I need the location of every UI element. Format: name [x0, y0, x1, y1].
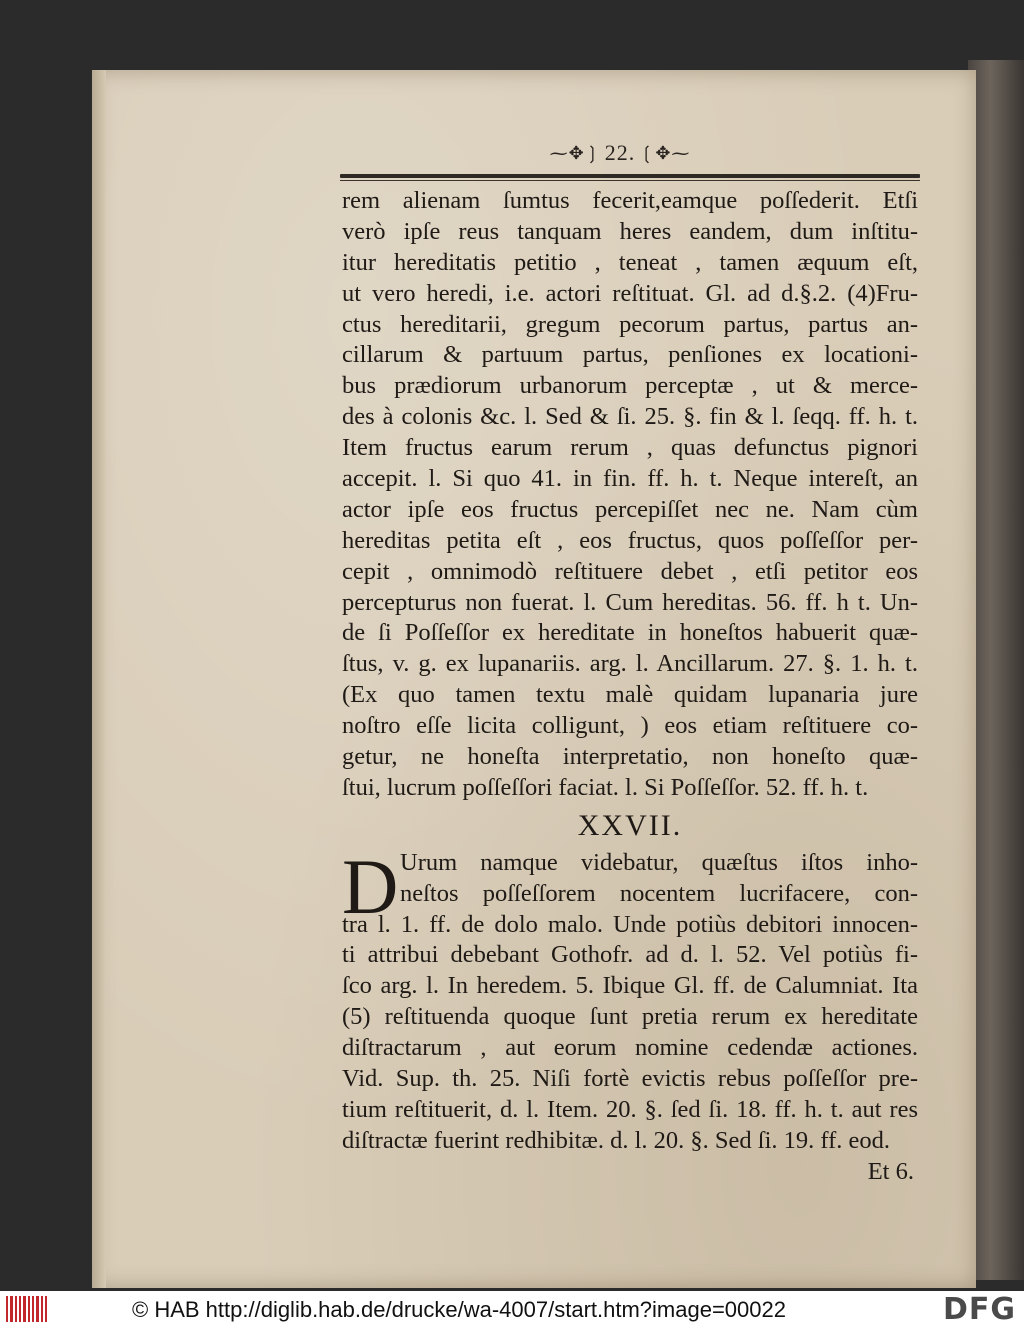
text-line: bus prædiorum urbanorum perceptæ , ut & merce- — [342, 372, 918, 400]
text-line: tium reſtituerit, d. l. Item. 20. §. ſed ſi. 18. ff. h. t. aut res — [342, 1095, 918, 1123]
text-line: actor ipſe eos fructus percepiſſet nec ne. Nam cùm — [342, 495, 918, 523]
text-block-drop — [342, 848, 918, 910]
text-line: tra l. 1. ff. de dolo malo. Unde potiùs debitori innocen- — [342, 910, 918, 938]
text-line: accepit. l. Si quo 41. in fin. ff. h. t. Neque intereſt, an — [342, 465, 918, 493]
text-line: ut vero heredi, i.e. actori reſtituat. Gl. ad d.§.2. (4)Fru- — [342, 279, 918, 307]
footer-credit: © HAB http://diglib.hab.de/drucke/wa-4007/start.htm?image=00022 — [132, 1297, 786, 1322]
footer-bar — [0, 1291, 1024, 1328]
text-line: ti attribui debebant Gothofr. ad d. l. 52. Vel potiùs fi- — [342, 941, 918, 969]
header-rule — [340, 174, 920, 178]
running-head — [520, 138, 720, 168]
text-line: ſtus, v. g. ex lupanariis. arg. l. Ancillarum. 27. §. 1. h. t. — [342, 650, 918, 678]
text-block-pre — [342, 186, 918, 804]
catchword: Et 6. — [867, 1157, 914, 1185]
text-line: noſtro eſſe licita colligunt, ) eos etiam reſtituere co- — [342, 712, 918, 740]
text-line: Vid. Sup. th. 25. Niſi fortè evictis rebus poſſeſſor pre- — [342, 1065, 918, 1093]
text-line: rem alienam ſumtus fecerit,eamque poſſederit. Etſi — [342, 187, 918, 214]
text-line: percepturus non fuerat. l. Cum hereditas. 56. ff. h t. Un- — [342, 588, 918, 616]
text-line: verò ipſe reus tanquam heres eandem, dum inſtitu- — [342, 217, 918, 245]
text-line: ctus hereditarii, gregum pecorum partus, partus an- — [342, 310, 918, 338]
text-line: Urum namque videbatur, quæſtus iſtos inho- — [400, 848, 918, 876]
drop-cap: D — [342, 842, 399, 930]
dfg-logo: DFG — [942, 1292, 1016, 1327]
text-line: neſtos poſſeſſorem nocentem lucrifacere, con- — [400, 879, 918, 907]
text-line: ſco arg. l. In heredem. 5. Ibique Gl. ff. de Calumniat. Ita — [342, 972, 918, 1000]
header-rule-thin — [340, 180, 920, 181]
barcode-icon — [6, 1296, 50, 1322]
text-line: de ſi Poſſeſſor ex hereditate in honeſtos habuerit quæ- — [342, 619, 918, 647]
ornament-right-icon: ❲✥⁓ — [639, 142, 691, 163]
text-line: itur hereditatis petitio , teneat , tamen æquum eſt, — [342, 248, 918, 276]
section-heading: XXVII. — [577, 808, 683, 842]
text-line: (5) reſtituenda quoque ſunt pretia rerum ex hereditate — [342, 1003, 918, 1031]
text-line: diſtractæ fuerint redhibitæ. d. l. 20. §. Sed ſi. 19. ff. eod. — [342, 1126, 890, 1154]
text-block-post — [342, 910, 918, 1157]
text-line: cepit , omnimodò reſtituere debet , etſi petitor eos — [342, 557, 918, 585]
page-edge — [92, 70, 106, 1288]
text-line: diſtractarum , aut eorum nomine cedendæ actiones. — [342, 1034, 918, 1062]
text-line: getur, ne honeſta interpretatio, non honeſto quæ- — [342, 743, 918, 771]
main-text — [342, 186, 918, 1188]
text-line: hereditas petita eſt , eos fructus, quos poſſeſſor per- — [342, 526, 918, 554]
text-line: Item fructus earum rerum , quas defunctus pignori — [342, 434, 918, 462]
text-line: des à colonis &c. l. Sed & ſi. 25. §. fin & l. ſeqq. ff. h. t. — [342, 403, 918, 431]
page-number: 22. — [604, 140, 636, 165]
text-line: ſtui, lucrum poſſeſſori faciat. l. Si Poſſeſſor. 52. ff. h. t. — [342, 773, 869, 801]
text-line: cillarum & partuum partus, penſiones ex locationi- — [342, 341, 918, 369]
book-edge — [968, 60, 1024, 1280]
ornament-left-icon: ⁓✥❳ — [549, 142, 601, 163]
text-line: (Ex quo tamen textu malè quidam lupanaria jure — [342, 681, 918, 709]
